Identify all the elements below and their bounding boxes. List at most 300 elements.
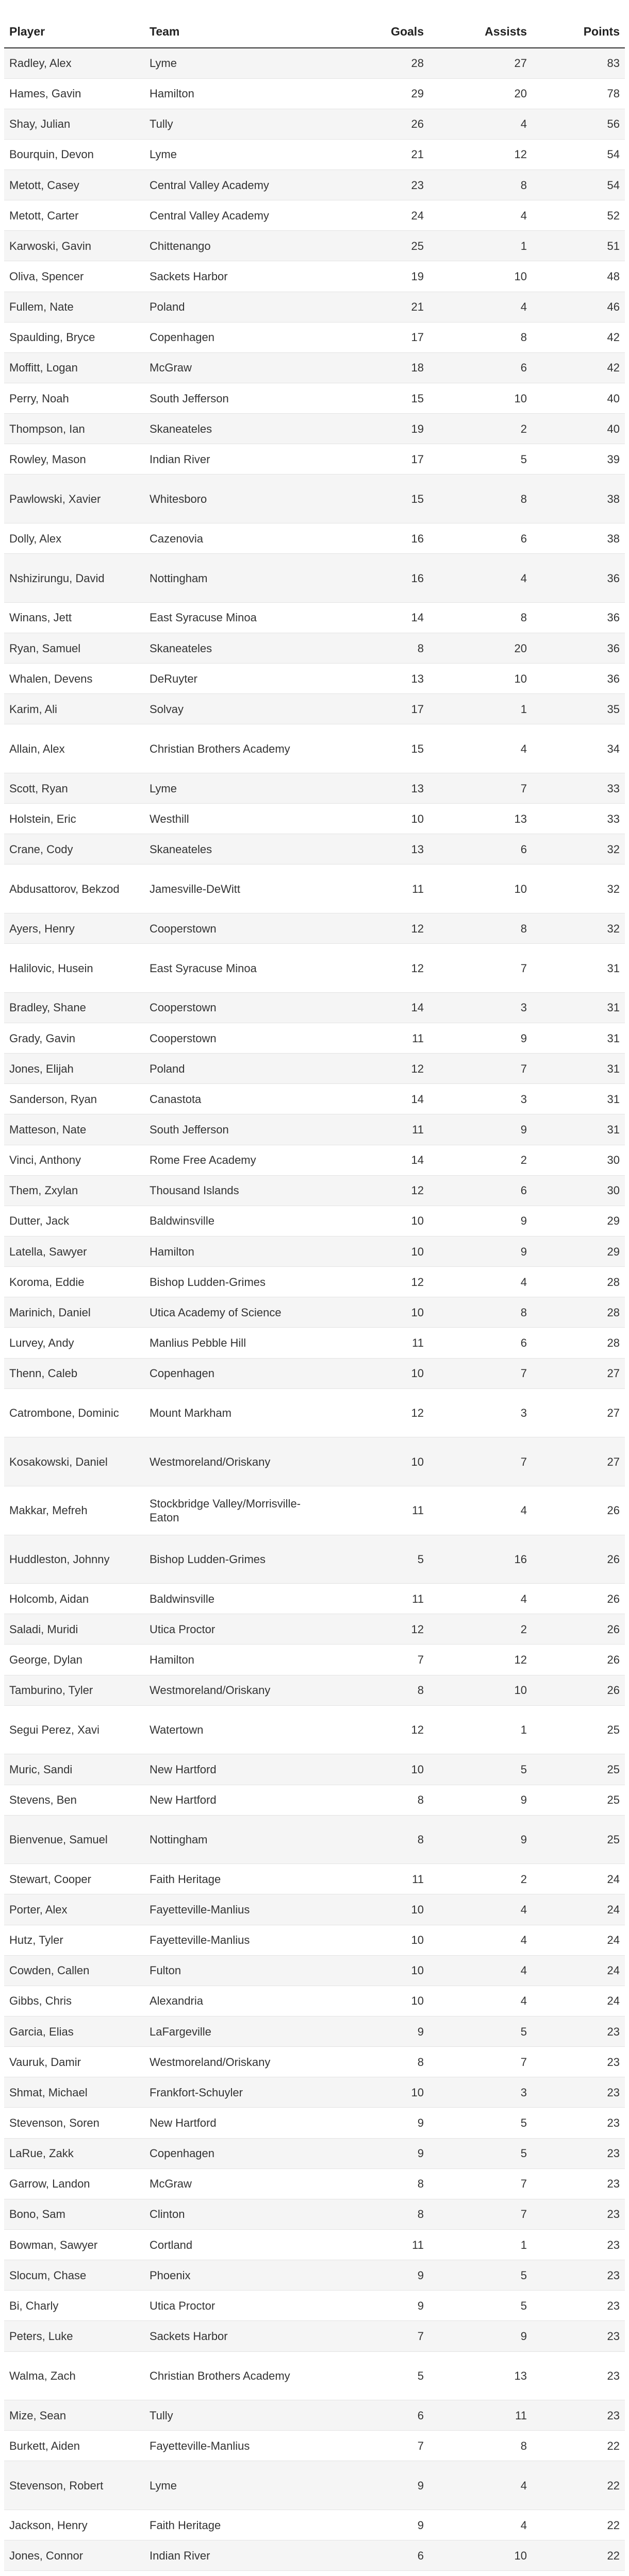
table-row — [4, 1584, 625, 1614]
cell-assists: 1 — [429, 694, 532, 724]
cell-assists: 4 — [429, 2510, 532, 2540]
cell-player: Muric, Sandi — [4, 1754, 144, 1785]
cell-goals: 14 — [322, 992, 429, 1023]
cell-goals: 23 — [322, 170, 429, 200]
cell-assists: 4 — [429, 1955, 532, 1986]
cell-player: Vauruk, Damir — [4, 2047, 144, 2077]
cell-player: Latella, Sawyer — [4, 1236, 144, 1266]
cell-player: Holstein, Eric — [4, 804, 144, 834]
cell-points: 23 — [532, 2077, 625, 2108]
cell-points: 35 — [532, 694, 625, 724]
cell-goals: 9 — [322, 2260, 429, 2291]
cell-team: Lyme — [144, 773, 322, 804]
cell-team: Utica Proctor — [144, 2291, 322, 2321]
cell-points: 36 — [532, 554, 625, 603]
cell-player: Stevenson, Soren — [4, 2108, 144, 2138]
cell-player: Marinich, Daniel — [4, 1297, 144, 1328]
cell-points: 36 — [532, 664, 625, 694]
cell-player: Pawlowski, Xavier — [4, 474, 144, 523]
cell-points: 29 — [532, 1236, 625, 1266]
table-header — [4, 15, 625, 48]
table-row — [4, 1175, 625, 1206]
cell-assists: 10 — [429, 383, 532, 414]
header-row — [4, 15, 625, 48]
cell-assists: 4 — [429, 1267, 532, 1297]
table-row — [4, 1486, 625, 1535]
cell-points: 23 — [532, 2047, 625, 2077]
table-row — [4, 1328, 625, 1358]
cell-points: 23 — [532, 2321, 625, 2351]
cell-assists: 12 — [429, 1645, 532, 1675]
cell-assists: 13 — [429, 804, 532, 834]
cell-player: Burkett, Aiden — [4, 2431, 144, 2461]
cell-player: Thenn, Caleb — [4, 1358, 144, 1388]
cell-player: Winans, Jett — [4, 602, 144, 633]
cell-team: Manlius Pebble Hill — [144, 1328, 322, 1358]
table-row — [4, 1388, 625, 1437]
column-header-goals[interactable]: Goals — [322, 15, 429, 48]
table-row — [4, 2229, 625, 2260]
table-row — [4, 2077, 625, 2108]
cell-points: 48 — [532, 261, 625, 292]
cell-player: Fullem, Nate — [4, 292, 144, 322]
cell-player: Whalen, Devens — [4, 664, 144, 694]
cell-assists: 9 — [429, 1236, 532, 1266]
cell-team: Clinton — [144, 2199, 322, 2229]
cell-assists: 7 — [429, 2199, 532, 2229]
cell-team — [144, 2571, 322, 2576]
cell-player: Jones, Connor — [4, 2540, 144, 2571]
cell-assists: 10 — [429, 261, 532, 292]
table-row — [4, 724, 625, 773]
cell-player: Hames, Gavin — [4, 78, 144, 109]
table-row — [4, 1785, 625, 1815]
cell-assists: 7 — [429, 2168, 532, 2199]
cell-points: 24 — [532, 1986, 625, 2016]
cell-goals: 11 — [322, 1328, 429, 1358]
cell-team: Phoenix — [144, 2260, 322, 2291]
cell-assists: 8 — [429, 1297, 532, 1328]
cell-points: 25 — [532, 1785, 625, 1815]
table-row — [4, 2510, 625, 2540]
cell-team: Sackets Harbor — [144, 261, 322, 292]
cell-goals: 9 — [322, 2510, 429, 2540]
cell-points: 36 — [532, 633, 625, 664]
table-row — [4, 2291, 625, 2321]
cell-assists: 6 — [429, 523, 532, 554]
cell-team: Canastota — [144, 1084, 322, 1114]
cell-player: Walma, Zach — [4, 2351, 144, 2400]
cell-team: Tully — [144, 2400, 322, 2431]
cell-points: 36 — [532, 602, 625, 633]
cell-team: Cazenovia — [144, 523, 322, 554]
table-row — [4, 633, 625, 664]
table-row — [4, 773, 625, 804]
cell-team: Fulton — [144, 1955, 322, 1986]
cell-goals: 14 — [322, 1084, 429, 1114]
cell-team: Central Valley Academy — [144, 170, 322, 200]
cell-goals: 8 — [322, 1675, 429, 1705]
cell-team: LaFargeville — [144, 2016, 322, 2046]
cell-goals: 25 — [322, 231, 429, 261]
cell-goals: 10 — [322, 1925, 429, 1955]
cell-assists: 4 — [429, 1584, 532, 1614]
cell-assists: 9 — [429, 1206, 532, 1236]
cell-points: 30 — [532, 1175, 625, 1206]
cell-team: Hamilton — [144, 78, 322, 109]
table-row — [4, 2540, 625, 2571]
cell-player: Lurvey, Andy — [4, 1328, 144, 1358]
cell-goals: 8 — [322, 2199, 429, 2229]
cell-goals: 6 — [322, 2400, 429, 2431]
cell-team: Poland — [144, 292, 322, 322]
cell-team: Westhill — [144, 804, 322, 834]
cell-points: 28 — [532, 1267, 625, 1297]
table-row — [4, 1114, 625, 1145]
cell-assists: 5 — [429, 2016, 532, 2046]
cell-goals: 9 — [322, 2108, 429, 2138]
table-row — [4, 1705, 625, 1754]
cell-player: Hutz, Tyler — [4, 1925, 144, 1955]
cell-goals: 24 — [322, 200, 429, 231]
cell-team: Cooperstown — [144, 992, 322, 1023]
cell-points: 23 — [532, 2291, 625, 2321]
cell-team: South Jefferson — [144, 1114, 322, 1145]
cell-goals: 8 — [322, 633, 429, 664]
table-row — [4, 292, 625, 322]
cell-points: 25 — [532, 1705, 625, 1754]
table-row — [4, 992, 625, 1023]
cell-points: 24 — [532, 1894, 625, 1925]
table-row — [4, 1815, 625, 1864]
cell-points: 22 — [532, 2461, 625, 2510]
table-row — [4, 139, 625, 170]
cell-player: Oliva, Spencer — [4, 261, 144, 292]
cell-points: 22 — [532, 2431, 625, 2461]
table-row — [4, 1894, 625, 1925]
cell-team: Cooperstown — [144, 1023, 322, 1054]
table-row — [4, 1084, 625, 1114]
cell-player: Matteson, Nate — [4, 1114, 144, 1145]
cell-assists: 4 — [429, 554, 532, 603]
cell-assists: 7 — [429, 944, 532, 993]
table-row — [4, 1267, 625, 1297]
cell-assists — [429, 2571, 532, 2576]
cell-team: Baldwinsville — [144, 1584, 322, 1614]
table-row — [4, 352, 625, 383]
cell-team: Alexandria — [144, 1986, 322, 2016]
cell-player: Dolly, Alex — [4, 523, 144, 554]
table-row — [4, 2108, 625, 2138]
cell-points: 23 — [532, 2138, 625, 2168]
cell-points: 25 — [532, 1754, 625, 1785]
cell-team: Mount Markham — [144, 1388, 322, 1437]
cell-points: 31 — [532, 1023, 625, 1054]
cell-player: Mize, Sean — [4, 2400, 144, 2431]
table-row — [4, 1955, 625, 1986]
table-row — [4, 865, 625, 913]
cell-goals: 12 — [322, 1614, 429, 1645]
cell-points: 26 — [532, 1584, 625, 1614]
cell-points: 28 — [532, 1297, 625, 1328]
cell-goals: 10 — [322, 1955, 429, 1986]
cell-team: Whitesboro — [144, 474, 322, 523]
cell-player: Bourquin, Devon — [4, 139, 144, 170]
cell-assists: 16 — [429, 1535, 532, 1584]
table-body — [4, 48, 625, 2576]
cell-assists: 7 — [429, 773, 532, 804]
table-row — [4, 2400, 625, 2431]
cell-points: 40 — [532, 414, 625, 444]
cell-points: 25 — [532, 1815, 625, 1864]
cell-team: Indian River — [144, 444, 322, 474]
cell-team: Thousand Islands — [144, 1175, 322, 1206]
cell-points: 54 — [532, 170, 625, 200]
cell-team: Skaneateles — [144, 414, 322, 444]
column-header-assists[interactable]: Assists — [429, 15, 532, 48]
cell-points: 31 — [532, 944, 625, 993]
cell-assists: 1 — [429, 1705, 532, 1754]
cell-player: Huddleston, Johnny — [4, 1535, 144, 1584]
cell-assists: 9 — [429, 1815, 532, 1864]
cell-assists: 20 — [429, 633, 532, 664]
table-row — [4, 804, 625, 834]
cell-goals: 10 — [322, 1358, 429, 1388]
cell-goals: 8 — [322, 1815, 429, 1864]
cell-assists: 9 — [429, 1114, 532, 1145]
cell-assists: 27 — [429, 48, 532, 78]
cell-assists: 6 — [429, 1175, 532, 1206]
cell-team: Chittenango — [144, 231, 322, 261]
cell-points: 42 — [532, 322, 625, 352]
cell-assists: 4 — [429, 200, 532, 231]
cell-player: Moffitt, Logan — [4, 352, 144, 383]
table-row — [4, 1535, 625, 1584]
cell-goals: 29 — [322, 78, 429, 109]
cell-assists: 4 — [429, 292, 532, 322]
cell-assists: 5 — [429, 444, 532, 474]
cell-team: Sackets Harbor — [144, 2321, 322, 2351]
cell-points: 31 — [532, 1054, 625, 1084]
table-row — [4, 1054, 625, 1084]
cell-goals: 10 — [322, 1894, 429, 1925]
cell-points: 27 — [532, 1358, 625, 1388]
table-row — [4, 414, 625, 444]
cell-player: Bowman, Sawyer — [4, 2229, 144, 2260]
cell-player: Makkar, Mefreh — [4, 1486, 144, 1535]
table-row — [4, 109, 625, 139]
cell-player: Thompson, Ian — [4, 414, 144, 444]
table-row — [4, 944, 625, 993]
cell-player: Shay, Julian — [4, 109, 144, 139]
table-row — [4, 1358, 625, 1388]
cell-points: 31 — [532, 992, 625, 1023]
cell-team: Westmoreland/Oriskany — [144, 1437, 322, 1486]
cell-points: 22 — [532, 2510, 625, 2540]
table-row — [4, 1864, 625, 1894]
cell-assists: 11 — [429, 2400, 532, 2431]
cell-points: 22 — [532, 2540, 625, 2571]
cell-goals: 14 — [322, 602, 429, 633]
cell-player: Scott, Ryan — [4, 773, 144, 804]
cell-team: DeRuyter — [144, 664, 322, 694]
cell-assists: 7 — [429, 1437, 532, 1486]
cell-assists: 5 — [429, 2108, 532, 2138]
cell-points: 56 — [532, 109, 625, 139]
cell-team: Bishop Ludden-Grimes — [144, 1267, 322, 1297]
cell-goals: 9 — [322, 2138, 429, 2168]
cell-points: 46 — [532, 292, 625, 322]
cell-team: Stockbridge Valley/Morrisville-Eaton — [144, 1486, 322, 1535]
cell-goals: 10 — [322, 804, 429, 834]
cell-points: 26 — [532, 1486, 625, 1535]
cell-points — [532, 2571, 625, 2576]
cell-points: 23 — [532, 2199, 625, 2229]
cell-points: 54 — [532, 139, 625, 170]
cell-team: Cooperstown — [144, 913, 322, 944]
cell-assists: 10 — [429, 1675, 532, 1705]
cell-player: Abdusattorov, Bekzod — [4, 865, 144, 913]
cell-player: Slocum, Chase — [4, 2260, 144, 2291]
cell-team: East Syracuse Minoa — [144, 602, 322, 633]
table-row — [4, 2571, 625, 2576]
cell-assists: 12 — [429, 139, 532, 170]
cell-assists: 5 — [429, 1754, 532, 1785]
cell-goals: 13 — [322, 773, 429, 804]
cell-player: Nshizirungu, David — [4, 554, 144, 603]
cell-goals: 21 — [322, 139, 429, 170]
cell-goals: 12 — [322, 944, 429, 993]
column-header-player[interactable]: Player — [4, 15, 144, 48]
cell-assists: 4 — [429, 109, 532, 139]
cell-assists: 4 — [429, 724, 532, 773]
cell-assists: 8 — [429, 170, 532, 200]
cell-points: 51 — [532, 231, 625, 261]
cell-player: LaRue, Zakk — [4, 2138, 144, 2168]
cell-player: Perry, Noah — [4, 383, 144, 414]
cell-goals — [322, 2571, 429, 2576]
cell-goals: 26 — [322, 109, 429, 139]
cell-team: Fayetteville-Manlius — [144, 1925, 322, 1955]
table-row — [4, 1675, 625, 1705]
cell-goals: 12 — [322, 1388, 429, 1437]
cell-assists: 5 — [429, 2260, 532, 2291]
cell-team: Hamilton — [144, 1236, 322, 1266]
cell-player: Bono, Sam — [4, 2199, 144, 2229]
cell-team: Fayetteville-Manlius — [144, 2431, 322, 2461]
cell-assists: 3 — [429, 992, 532, 1023]
column-header-team[interactable]: Team — [144, 15, 322, 48]
cell-team: Frankfort-Schuyler — [144, 2077, 322, 2108]
cell-goals: 9 — [322, 2291, 429, 2321]
cell-assists: 9 — [429, 1023, 532, 1054]
cell-points: 33 — [532, 804, 625, 834]
cell-assists: 9 — [429, 1785, 532, 1815]
cell-player: George, Dylan — [4, 1645, 144, 1675]
cell-assists: 6 — [429, 352, 532, 383]
cell-player: Sanderson, Ryan — [4, 1084, 144, 1114]
cell-player: Bradley, Shane — [4, 992, 144, 1023]
cell-points: 28 — [532, 1328, 625, 1358]
table-row — [4, 383, 625, 414]
cell-team: Hamilton — [144, 1645, 322, 1675]
cell-goals: 8 — [322, 1785, 429, 1815]
table-row — [4, 322, 625, 352]
cell-player: Vinci, Anthony — [4, 1145, 144, 1175]
cell-goals: 10 — [322, 1754, 429, 1785]
cell-assists: 4 — [429, 1986, 532, 2016]
cell-goals: 11 — [322, 1023, 429, 1054]
cell-player: Radley, Alex — [4, 48, 144, 78]
table-row — [4, 444, 625, 474]
cell-points: 23 — [532, 2229, 625, 2260]
cell-assists: 10 — [429, 2540, 532, 2571]
cell-player: Garcia, Elias — [4, 2016, 144, 2046]
table-row — [4, 2047, 625, 2077]
cell-team: Bishop Ludden-Grimes — [144, 1535, 322, 1584]
cell-team: Lyme — [144, 48, 322, 78]
cell-team: Cortland — [144, 2229, 322, 2260]
cell-assists: 7 — [429, 2047, 532, 2077]
table-row — [4, 1206, 625, 1236]
cell-team: Christian Brothers Academy — [144, 2351, 322, 2400]
table-row — [4, 1437, 625, 1486]
cell-goals: 8 — [322, 2047, 429, 2077]
table-row — [4, 523, 625, 554]
cell-assists: 13 — [429, 2351, 532, 2400]
cell-team: Christian Brothers Academy — [144, 724, 322, 773]
cell-assists: 8 — [429, 602, 532, 633]
cell-assists: 6 — [429, 834, 532, 865]
cell-goals: 6 — [322, 2540, 429, 2571]
table-row — [4, 1023, 625, 1054]
cell-points: 42 — [532, 352, 625, 383]
cell-assists: 6 — [429, 1328, 532, 1358]
cell-team: Nottingham — [144, 554, 322, 603]
column-header-points[interactable]: Points — [532, 15, 625, 48]
cell-goals: 11 — [322, 1486, 429, 1535]
table-row — [4, 1145, 625, 1175]
cell-assists: 5 — [429, 2138, 532, 2168]
table-row — [4, 261, 625, 292]
cell-player: Bi, Charly — [4, 2291, 144, 2321]
cell-points: 23 — [532, 2016, 625, 2046]
cell-assists: 3 — [429, 1388, 532, 1437]
cell-goals: 11 — [322, 2229, 429, 2260]
cell-goals: 14 — [322, 1145, 429, 1175]
cell-goals: 12 — [322, 1267, 429, 1297]
cell-goals: 17 — [322, 694, 429, 724]
table-row — [4, 2431, 625, 2461]
scoring-table — [4, 15, 625, 2576]
cell-team: Poland — [144, 1054, 322, 1084]
table-row — [4, 1614, 625, 1645]
cell-assists: 5 — [429, 2291, 532, 2321]
cell-points: 24 — [532, 1955, 625, 1986]
cell-team: Skaneateles — [144, 633, 322, 664]
table-row — [4, 2461, 625, 2510]
cell-assists: 9 — [429, 2321, 532, 2351]
cell-goals: 9 — [322, 2016, 429, 2046]
cell-goals: 19 — [322, 414, 429, 444]
cell-player: Karwoski, Gavin — [4, 231, 144, 261]
table-row — [4, 474, 625, 523]
table-row — [4, 2351, 625, 2400]
cell-player: Karim, Ali — [4, 694, 144, 724]
cell-points: 34 — [532, 724, 625, 773]
cell-assists: 8 — [429, 322, 532, 352]
table-row — [4, 834, 625, 865]
